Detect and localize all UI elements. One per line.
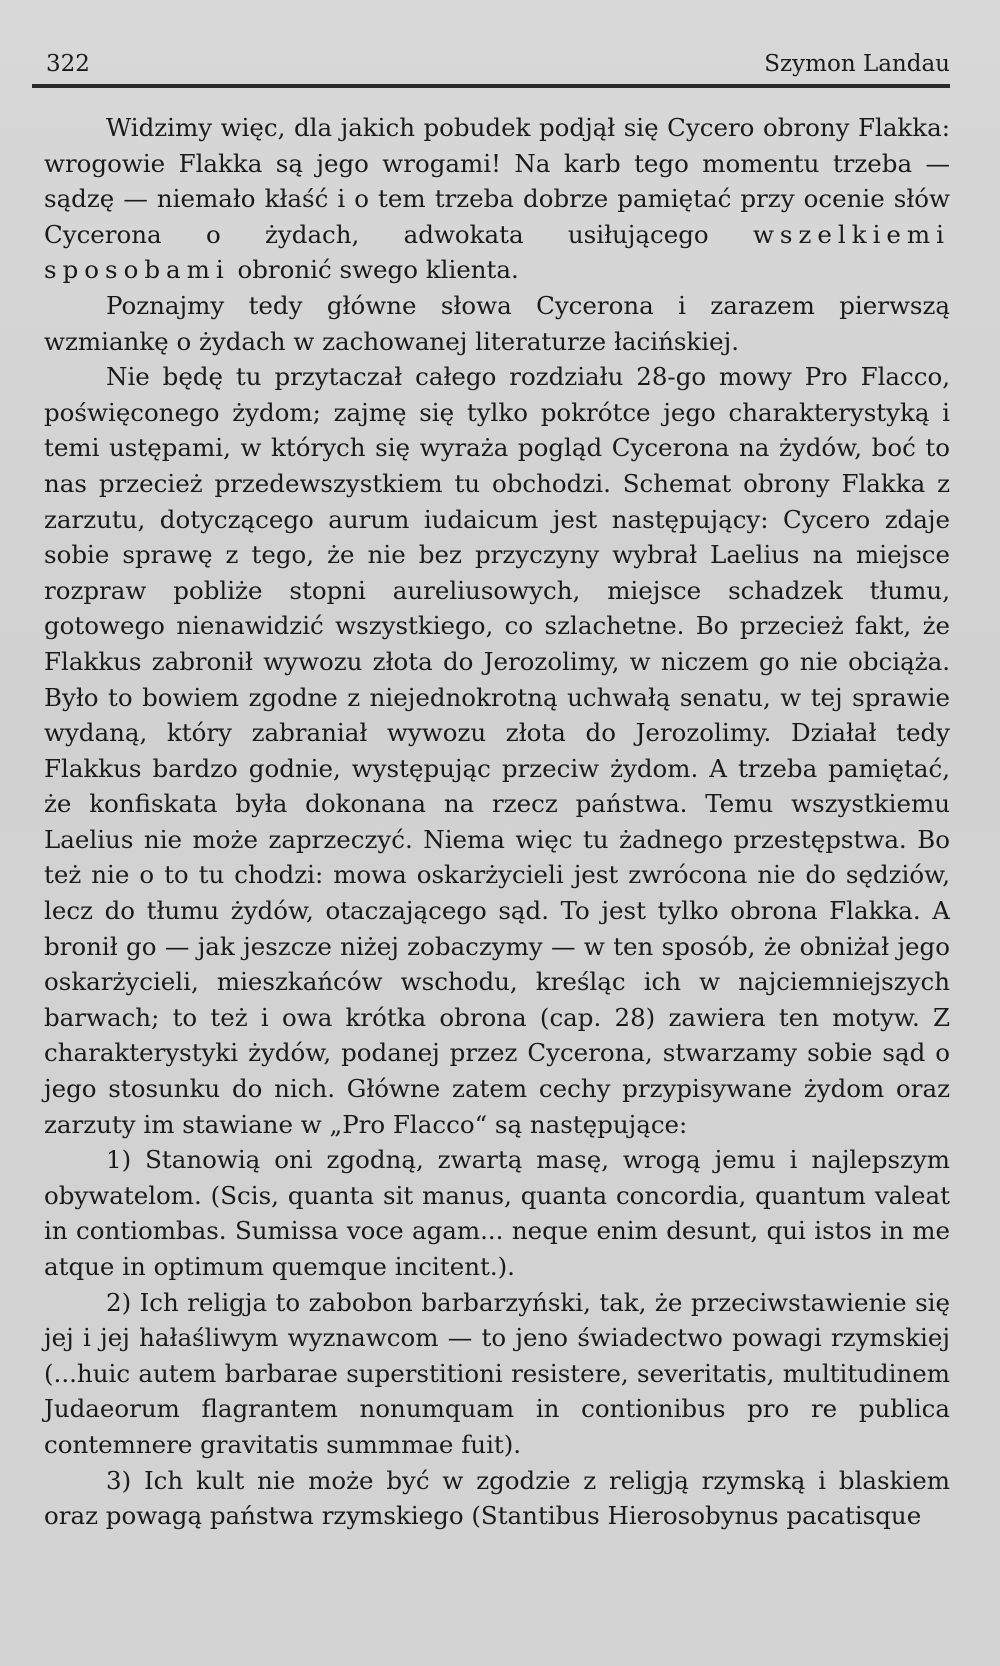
header-rule bbox=[32, 84, 950, 88]
spaced-emphasis: wszelkiemi sposobami bbox=[44, 219, 950, 285]
list-item-1: 1) Stanowią oni zgodną, zwartą masę, wrogą jemu i najlepszym obywatelom. (Scis, quanta sit manus, quanta concordia, quantum valeat in contiombas. Sumissa voce agam... neque enim desunt, qui istos in me atque in optimum quemque incitent.). bbox=[44, 1145, 950, 1281]
page-header bbox=[46, 50, 950, 82]
paragraph-1-text-b: obronić swego klienta. bbox=[229, 255, 519, 285]
running-head: Szymon Landau bbox=[764, 51, 950, 77]
paragraph-2: Poznajmy tedy główne słowa Cycerona i zarazem pierwszą wzmiankę o żydach w zachowanej literaturze łacińskiej. bbox=[44, 290, 950, 356]
paragraph-1 bbox=[44, 110, 950, 288]
body-text bbox=[44, 110, 950, 1534]
list-item-3: 3) Ich kult nie może być w zgodzie z religją rzymską i blaskiem oraz powagą państwa rzymskiego (Stantibus Hierosobynus pacatisque bbox=[44, 1465, 950, 1531]
list-item-2: 2) Ich religja to zabobon barbarzyński, tak, że przeciwstawienie się jej i jej hałaśliwym wyznawcom — to jeno świadectwo powagi rzymskiej (...huic autem barbarae superstitioni resistere, severitatis, multitudinem Judaeorum flagrantem nonumquam in contionibus pro re publica contemnere gravitatis summmae fuit). bbox=[44, 1287, 950, 1459]
page-number: 322 bbox=[46, 51, 90, 77]
paragraph-3: Nie będę tu przytaczał całego rozdziału 28-go mowy Pro Flacco, poświęconego żydom; zajmę się tylko pokrótce jego charakterystyką i temi ustępami, w których się wyraża pogląd Cycerona na żydów, boć to nas przecież przedewszystkiem tu obchodzi. Schemat obrony Flakka z zarzutu, dotyczącego aurum iudaicum jest następujący: Cycero zdaje sobie sprawę z tego, że nie bez przyczyny wybrał Laelius na miejsce rozpraw pobliże stopni aureliusowych, miejsce schadzek tłumu, gotowego nienawidzić wszystkiego, co szlachetne. Bo przecież fakt, że Flakkus zabronił wywozu złota do Jerozolimy, w niczem go nie obciąża. Było to bowiem zgodne z niejednokrotną uchwałą senatu, w tej sprawie wydaną, który zabraniał wywozu złota do Jerozolimy. Działał tedy Flakkus bardzo godnie, występując przeciw żydom. A trzeba pamiętać, że konfiskata była dokonana na rzecz państwa. Temu wszystkiemu Laelius nie może zaprzeczyć. Niema więc tu żadnego przestępstwa. Bo też nie o to tu chodzi: mowa oskarżycieli jest zwrócona nie do sędziów, lecz do tłumu żydów, otaczającego sąd. To jest tylko obrona Flakka. A bronił go — jak jeszcze niżej zobaczymy — w ten sposób, że obniżał jego oskarżycieli, mieszkańców wschodu, kreśląc ich w najciemniejszych barwach; to też i owa krótka obrona (cap. 28) zawiera ten motyw. Z charakterystyki żydów, podanej przez Cycerona, stwarzamy sobie sąd o jego stosunku do nich. Główne zatem cechy przypisywane żydom oraz zarzuty im stawiane w „Pro Flacco“ są następujące: bbox=[44, 362, 950, 1139]
paragraph-1-text-a: Widzimy więc, dla jakich pobudek podjął się Cycero obrony Flakka: wrogowie Flakka są jego wrogami! Na karb tego momentu trzeba — sądzę — niemało kłaść i o tem trzeba dobrze pamiętać przy ocenie słów Cycerona o żydach, adwokata usiłującego bbox=[44, 113, 950, 249]
